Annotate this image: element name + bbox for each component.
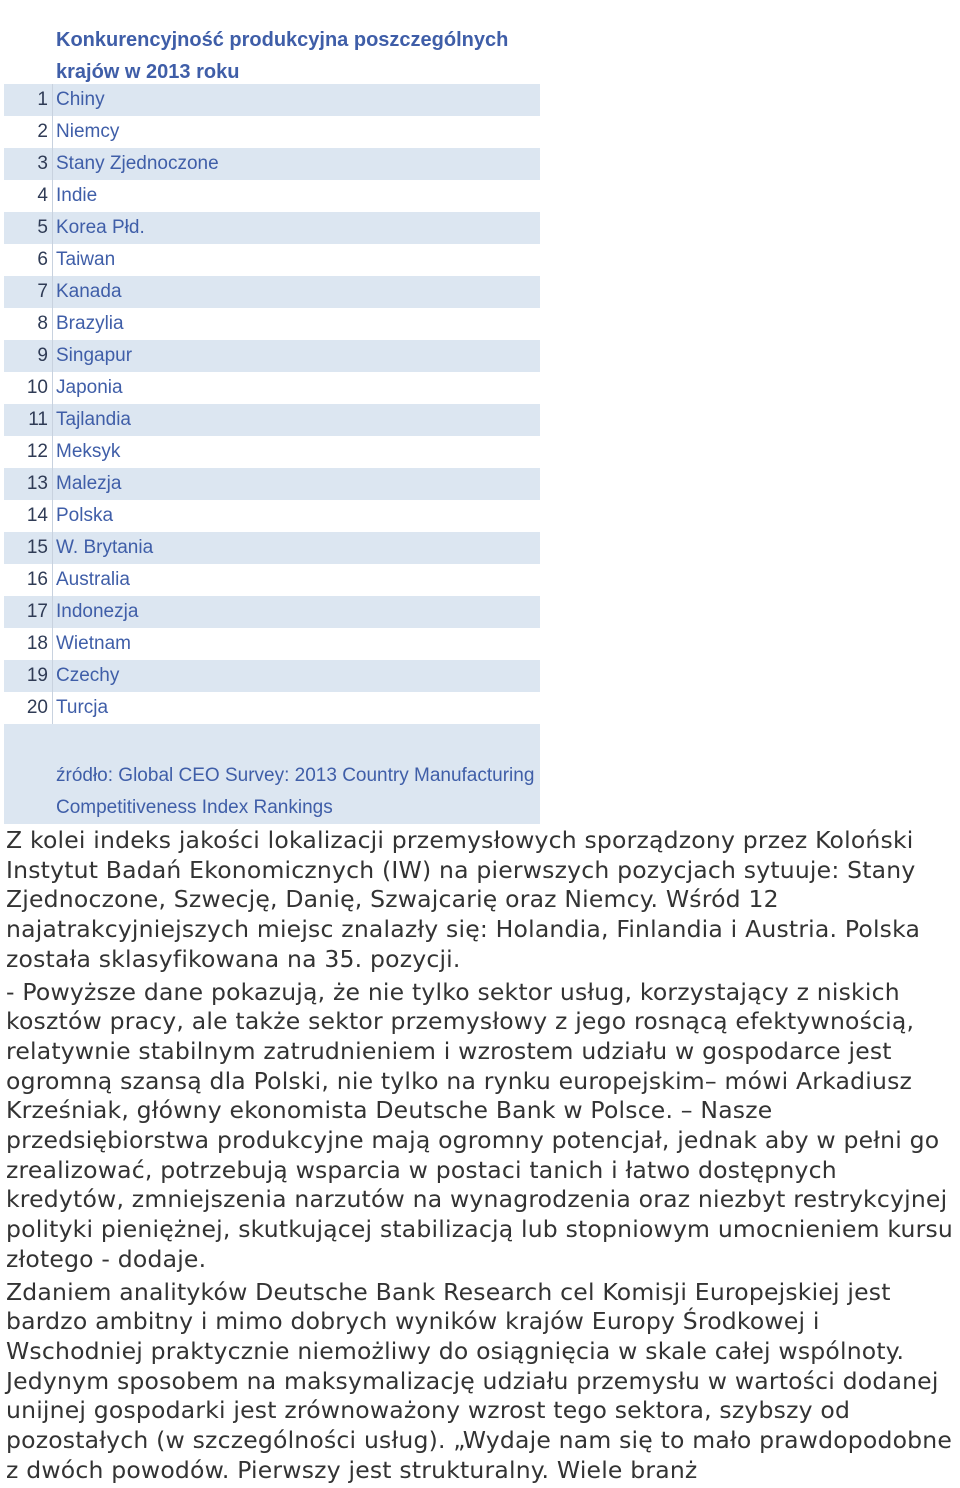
- country-cell: Japonia: [56, 377, 123, 398]
- country-cell: Niemcy: [56, 121, 120, 142]
- rank-cell: 15: [26, 537, 48, 558]
- cell-divider: [52, 84, 53, 116]
- rank-cell: 2: [37, 121, 48, 142]
- cell-divider: [52, 532, 53, 564]
- cell-divider: [52, 692, 53, 724]
- table-title: Konkurencyjność produkcyjna poszczególnych krajów w 2013 roku: [56, 29, 509, 83]
- rank-cell: 8: [37, 313, 48, 334]
- table-source-block: [4, 724, 540, 824]
- cell-divider: [52, 276, 53, 308]
- ranking-table: [4, 4, 540, 824]
- country-cell: Brazylia: [56, 313, 124, 334]
- cell-divider: [52, 372, 53, 404]
- country-cell: Wietnam: [56, 633, 131, 654]
- country-cell: W. Brytania: [56, 537, 154, 558]
- cell-divider: [52, 308, 53, 340]
- cell-divider: [52, 148, 53, 180]
- table-row: [4, 212, 540, 244]
- cell-divider: [52, 564, 53, 596]
- rank-cell: 17: [26, 601, 48, 622]
- country-cell: Tajlandia: [56, 409, 131, 430]
- cell-divider: [52, 628, 53, 660]
- country-cell: Meksyk: [56, 441, 121, 462]
- table-row: [4, 692, 540, 724]
- rank-cell: 3: [37, 153, 48, 174]
- country-cell: Taiwan: [56, 249, 116, 270]
- table-row: [4, 436, 540, 468]
- table-row: [4, 116, 540, 148]
- country-cell: Chiny: [56, 89, 105, 110]
- rank-cell: 18: [26, 633, 48, 654]
- cell-divider: [52, 212, 53, 244]
- article-paragraph-1: Z kolei indeks jakości lokalizacji przemysłowych sporządzony przez Koloński Instytut Badań Ekonomicznych (IW) na pierwszych pozycjach sytuuje: Stany Zjednoczone, Szwecję, Danię, Szwajcarię oraz Niemcy. Wśród 12 najatrakcyjniejszych miejsc znalazły się: Holandia, Finlandia i Austria. Polska została sklasyfikowana na 35. pozycji.: [6, 826, 921, 973]
- rank-cell: 13: [26, 473, 48, 494]
- table-row: [4, 244, 540, 276]
- rank-cell: 11: [28, 409, 48, 430]
- table-row: [4, 148, 540, 180]
- rank-cell: 12: [26, 441, 48, 462]
- cell-divider: [52, 180, 53, 212]
- article-paragraph-2: - Powyższe dane pokazują, że nie tylko sektor usług, korzystający z niskich kosztów pracy, ale także sektor przemysłowy z jego rosnącą efektywnością, relatywnie stabilnym zatrudnieniem i wzrostem udziału w gospodarce jest ogromną szansą dla Polski, nie tylko na rynku europejskim– mówi Arkadiusz Krześniak, główny ekonomista Deutsche Bank w Polsce. – Nasze przedsiębiorstwa produkcyjne mają ogromny potencjał, jednak aby w pełni go zrealizować, potrzebują wsparcia w postaci tanich i łatwo dostępnych kredytów, zmniejszenia narzutów na wynagrodzenia oraz niezbyt restrykcyjnej polityki pieniężnej, skutkującej stabilizacją lub stopniowym umocnieniem kursu złotego - dodaje.: [6, 977, 954, 1273]
- table-row: [4, 372, 540, 404]
- table-row: [4, 308, 540, 340]
- table-row: [4, 180, 540, 212]
- table-source: źródło: Global CEO Survey: 2013 Country Manufacturing Competitiveness Index Rankings: [56, 765, 535, 818]
- country-cell: Australia: [56, 569, 130, 590]
- rank-cell: 1: [37, 89, 48, 110]
- country-cell: Indonezja: [56, 601, 139, 622]
- table-row: [4, 84, 540, 116]
- rank-cell: 14: [26, 505, 48, 526]
- article-paragraph-3: Zdaniem analityków Deutsche Bank Research cel Komisji Europejskiej jest bardzo ambitny i mimo dobrych wyników krajów Europy Środkowej i Wschodniej praktycznie niemożliwy do osiągnięcia w skale całej wspólnoty. Jedynym sposobem na maksymalizację udziału przemysłu w wartości dodanej unijnej gospodarki jest zrównoważony wzrost tego sektora, szybszy od pozostałych (w szczególności usług). „Wydaje nam się to mało prawdopodobne z dwóch powodów. Pierwszy jest strukturalny. Wiele branż: [6, 1277, 953, 1484]
- country-cell: Polska: [56, 505, 114, 526]
- rank-cell: 6: [37, 249, 48, 270]
- table-row: [4, 532, 540, 564]
- table-row: [4, 468, 540, 500]
- table-row: [4, 628, 540, 660]
- table-row: [4, 500, 540, 532]
- rank-cell: 20: [26, 697, 48, 718]
- rank-cell: 9: [37, 345, 48, 366]
- rank-cell: 10: [26, 377, 48, 398]
- country-cell: Czechy: [56, 665, 120, 686]
- table-row: [4, 564, 540, 596]
- cell-divider: [52, 436, 53, 468]
- table-row: [4, 596, 540, 628]
- table-header: [4, 4, 540, 84]
- country-cell: Malezja: [56, 473, 122, 494]
- table-row: [4, 660, 540, 692]
- rank-cell: 19: [26, 665, 48, 686]
- cell-divider: [52, 468, 53, 500]
- country-cell: Indie: [56, 185, 98, 206]
- country-cell: Kanada: [56, 281, 122, 302]
- cell-divider: [52, 116, 53, 148]
- country-cell: Singapur: [56, 345, 133, 366]
- article-body: [6, 826, 960, 1488]
- rank-cell: 5: [37, 217, 48, 238]
- table-body: [4, 84, 540, 724]
- cell-divider: [52, 244, 53, 276]
- table-row: [4, 276, 540, 308]
- rank-cell: 7: [37, 281, 48, 302]
- cell-divider: [52, 596, 53, 628]
- table-row: [4, 340, 540, 372]
- cell-divider: [52, 340, 53, 372]
- rank-cell: 4: [37, 185, 48, 206]
- country-cell: Korea Płd.: [56, 217, 145, 238]
- cell-divider: [52, 660, 53, 692]
- rank-cell: 16: [26, 569, 48, 590]
- cell-divider: [52, 500, 53, 532]
- country-cell: Turcja: [56, 697, 109, 718]
- table-row: [4, 404, 540, 436]
- cell-divider: [52, 404, 53, 436]
- country-cell: Stany Zjednoczone: [56, 153, 219, 174]
